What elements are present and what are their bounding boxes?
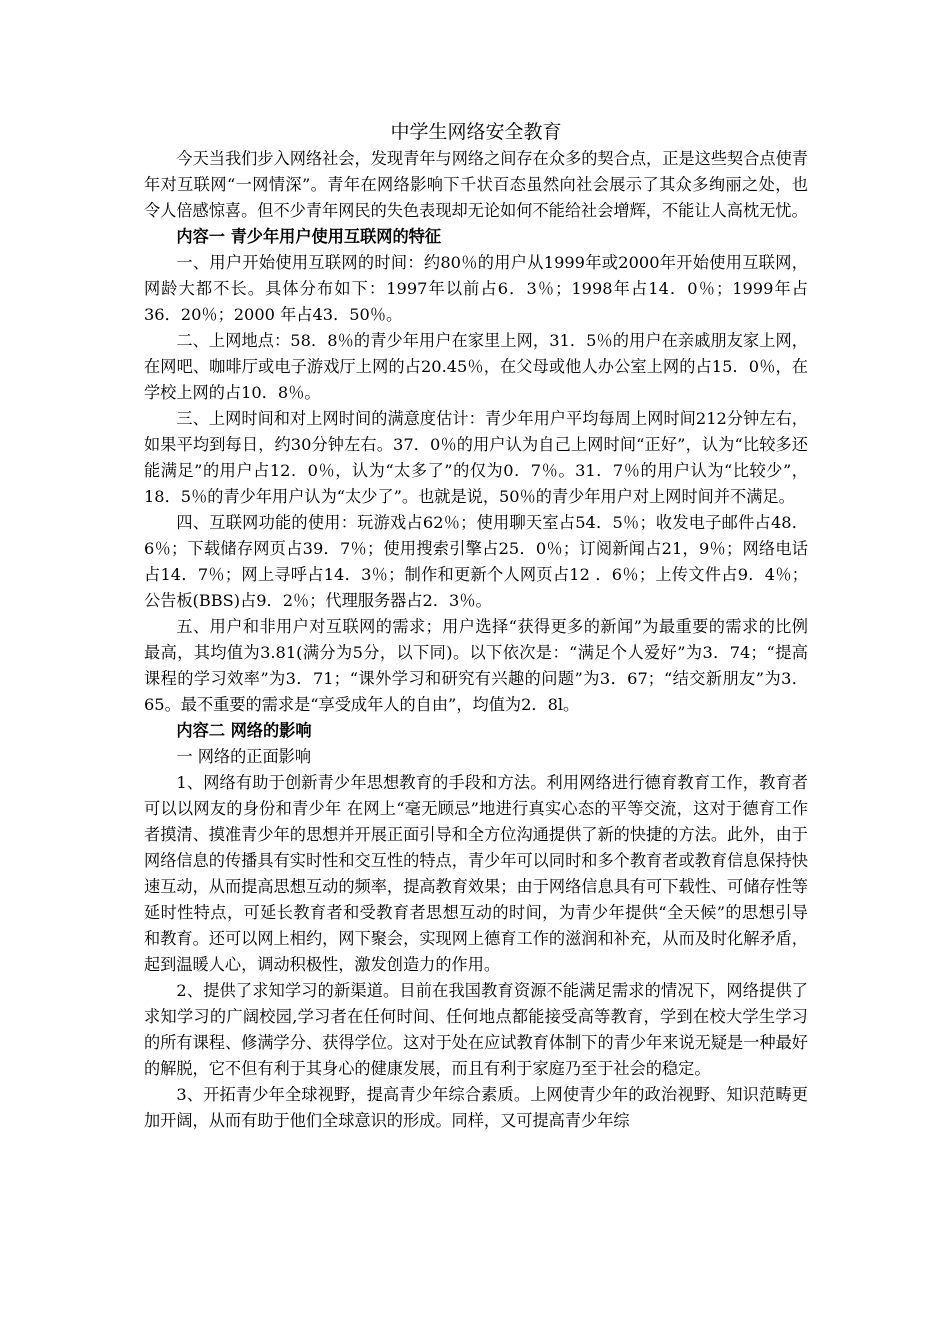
- intro-paragraph: 今天当我们步入网络社会，发现青年与网络之间存在众多的契合点，正是这些契合点使青年对互联网“一网情深”。青年在网络影响下千状百态虽然向社会展示了其众多绚丽之处，也令人倍感惊喜。但不少青年网民的失色表现却无论如何不能给社会增辉，不能让人高枕无忧。: [144, 149, 808, 220]
- body-paragraph: 五、用户和非用户对互联网的需求；用户选择“获得更多的新闻”为最重要的需求的比例最高，其均值为3.81(满分为5分，以下同)。以下依次是：“满足个人爱好”为3．74；“提高课程的学习效率”为3．71；“课外学习和研究有兴趣的问题”为3．67；“结交新朋友”为3．65。最不重要的需求是“享受成年人的自由”，均值为2．8l。: [144, 617, 808, 714]
- body-paragraph: 2、提供了求知学习的新渠道。目前在我国教育资源不能满足需求的情况下，网络提供了求知学习的广阔校园,学习者在任何时间、任何地点都能接受高等教育，学到在校大学生学习的所有课程、修满学分、获得学位。这对于处在应试教育体制下的青少年来说无疑是一种最好的解脱，它不但有利于其身心的健康发展，而且有利于家庭乃至于社会的稳定。: [144, 981, 808, 1078]
- section-heading-2: 内容二 网络的影响: [176, 721, 312, 740]
- body-paragraph: 3、开拓青少年全球视野，提高青少年综合素质。上网使青少年的政治视野、知识范畴更加开阔，从而有助于他们全球意识的形成。同样，又可提高青少年综: [144, 1085, 808, 1130]
- document-page: [144, 118, 808, 1134]
- body-paragraph: 三、上网时间和对上网时间的满意度估计：青少年用户平均每周上网时间212分钟左右，如果平均到每日，约30分钟左右。37．0％的用户认为自己上网时间“正好”，认为“比较多还能满足”的用户占12．0％，认为“太多了”的仅为0．7％。31．7％的用户认为“比较少”，18．5％的青少年用户认为“太少了”。也就是说，50％的青少年用户对上网时间并不满足。: [144, 409, 808, 506]
- body-paragraph: 一、用户开始使用互联网的时间：约80％的用户从1999年或2000年开始使用互联网，网龄大都不长。具体分布如下：1997年以前占6．3％；1998年占14．0％；1999年占36．20％；2000 年占43．50％。: [144, 253, 808, 324]
- body-paragraph: 二、上网地点：58．8％的青少年用户在家里上网，31．5％的用户在亲戚朋友家上网，在网吧、咖啡厅或电子游戏厅上网的占20.45％，在父母或他人办公室上网的占15．0％，在学校上网的占10．8％。: [144, 331, 808, 402]
- subsection-heading: 一 网络的正面影响: [176, 747, 312, 766]
- body-paragraph: 1、网络有助于创新青少年思想教育的手段和方法。利用网络进行德育教育工作，教育者可以以网友的身份和青少年 在网上“毫无顾忌”地进行真实心态的平等交流，这对于德育工作者摸清、摸准青少年的思想并开展正面引导和全方位沟通提供了新的快捷的方法。此外，由于网络信息的传播具有实时性和交互性的特点，青少年可以同时和多个教育者或教育信息保持快速互动，从而提高思想互动的频率，提高教育效果；由于网络信息具有可下载性、可储存性等延时性特点，可延长教育者和受教育者思想互动的时间，为青少年提供“全天候”的思想引导和教育。还可以网上相约，网下聚会，实现网上德育工作的滋润和补充，从而及时化解矛盾，起到温暖人心，调动积极性，激发创造力的作用。: [144, 773, 808, 974]
- body-paragraph: 四、互联网功能的使用：玩游戏占62％；使用聊天室占54．5％；收发电子邮件占48．6％；下载储存网页占39．7％；使用搜索引擎占25．0％；订阅新闻占21，9％；网络电话占14．7％；网上寻呼占14．3％；制作和更新个人网页占12 ．6％；上传文件占9．4％；公告板(BBS)占9．2％；代理服务器占2．3％。: [144, 513, 808, 610]
- section-heading-1: 内容一 青少年用户使用互联网的特征: [176, 227, 442, 246]
- document-title: 中学生网络安全教育: [390, 121, 562, 143]
